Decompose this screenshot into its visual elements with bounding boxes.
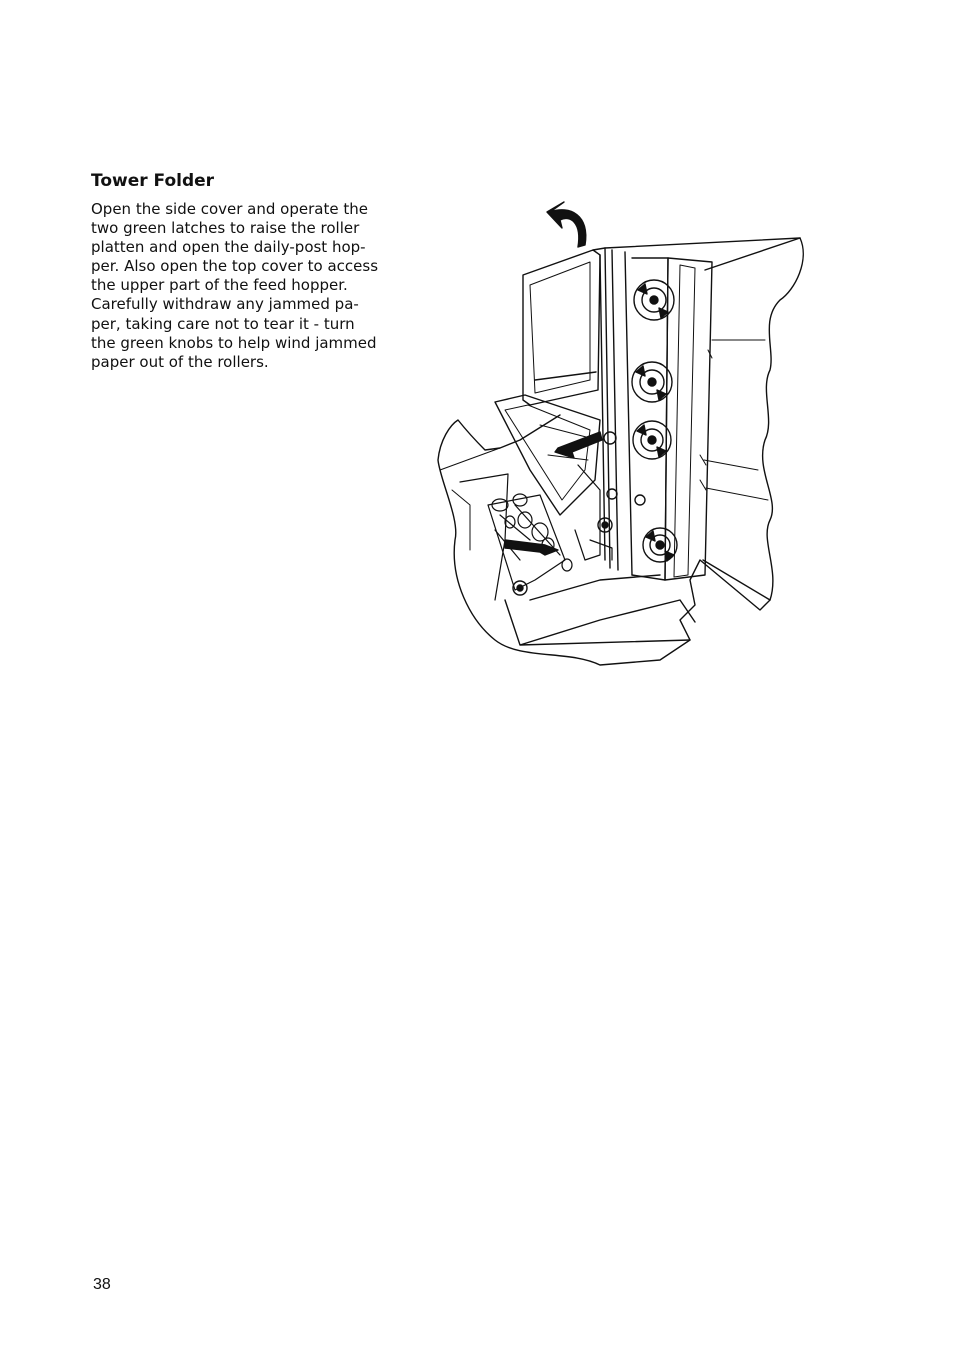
paragraph-line: paper out of the rollers. [91,352,269,371]
latch-arrow [555,432,602,458]
paragraph-line: per, taking care not to tear it - turn [91,314,355,333]
paragraph-line: Carefully withdraw any jammed pa- [91,295,359,314]
paragraph-line: the green knobs to help wind jammed [91,333,377,352]
paragraph-line: Open the side cover and operate the [91,200,368,218]
knob-icon [632,362,672,402]
open-cover-arrow [547,202,586,247]
cutaway-outline [438,238,803,665]
instruction-paragraph [91,200,411,372]
roller-platten [488,494,572,590]
tower-folder-illustration [430,200,810,670]
paragraph-line: per. Also open the top cover to access [91,257,379,276]
knob-icon [643,528,677,562]
section-heading: Tower Folder [91,171,215,191]
page-number: 38 [93,1276,111,1293]
knob-icon [633,421,671,459]
paragraph-line: two green latches to raise the roller [91,219,360,238]
latch-arrow [505,540,558,555]
paragraph-line: platten and open the daily-post hop- [91,238,366,257]
base-platform [505,575,695,645]
paragraph-line: the upper part of the feed hopper. [91,276,348,295]
